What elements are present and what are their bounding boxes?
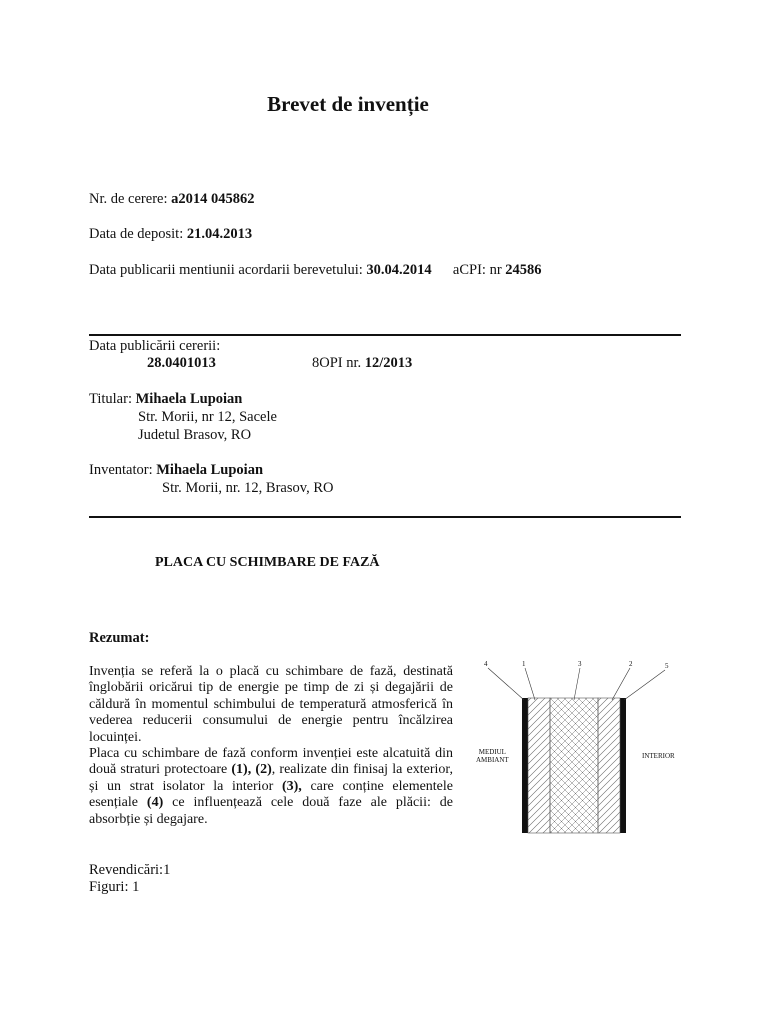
inventator-address: Str. Morii, nr. 12, Brasov, RO	[162, 480, 334, 496]
figure-label-ambient: MEDIUL AMBIANT	[476, 748, 509, 764]
figure-label-4: 4	[484, 660, 488, 668]
insulating-core	[550, 698, 598, 833]
inventator-line	[89, 462, 263, 479]
outer-layer-left	[522, 698, 528, 833]
revendicari: Revendicări:1	[89, 862, 171, 878]
data-publicarii-line	[89, 262, 542, 279]
rezumat-paragraph-2: Placa cu schimbare de fază conform invenției este alcatuită din două straturi protectoare (1), (2), realizate din finisaj la exterior, și un strat isolator la interior (3), care conține elementele esențiale (4) ce influențează cele două faze ale plăcii: de absorbție și degajare.	[89, 746, 454, 827]
figure-label-1: 1	[522, 660, 526, 668]
bopi-label: 8OPI nr.	[312, 355, 365, 371]
acpi-value: 24586	[505, 262, 542, 278]
figure-label-3: 3	[578, 660, 582, 668]
titular-address-1: Str. Morii, nr 12, Sacele	[138, 409, 277, 425]
separator-top	[89, 334, 681, 336]
separator-bottom	[89, 516, 681, 518]
figuri: Figuri: 1	[89, 879, 140, 895]
publicare-label: Data publicării cererii:	[89, 338, 221, 354]
invention-title: PLACA CU SCHIMBARE DE FAZĂ	[155, 555, 380, 570]
nr-cerere-line	[89, 191, 255, 208]
outer-layer-right	[620, 698, 626, 833]
figure-label-2: 2	[629, 660, 633, 668]
titular-label: Titular:	[89, 391, 136, 407]
data-depozit-label: Data de deposit:	[89, 226, 187, 242]
bopi-value: 12/2013	[364, 355, 413, 371]
nr-cerere-label: Nr. de cerere:	[89, 191, 172, 207]
inventator-name: Mihaela Lupoian	[156, 462, 264, 478]
data-publicarii-value: 30.04.2014	[366, 262, 432, 278]
plate-diagram	[460, 650, 700, 840]
titular-address-2: Judetul Brasov, RO	[138, 427, 252, 443]
bopi-line	[312, 355, 412, 372]
titular-line	[89, 391, 242, 408]
rezumat-paragraph-1: Invenția se referă la o placă cu schimbare de fază, destinată înglobării oricărui tip de energie pe timp de zi și degajării de căldură în momentul schimbului de temperatură atmosferică în vederea reducerii consumului de energie pentru încălzirea locuinței.	[89, 664, 453, 745]
leader-4	[488, 668, 524, 700]
acpi-label: aCPI: nr	[452, 262, 506, 278]
data-publicarii-label: Data publicarii mentiunii acordarii berevetului:	[89, 262, 367, 278]
figure-label-5: 5	[665, 662, 669, 670]
figure-label-interior: INTERIOR	[642, 752, 675, 760]
protective-layer-1	[528, 698, 550, 833]
protective-layer-2	[598, 698, 620, 833]
inventator-label: Inventator:	[89, 462, 157, 478]
leader-3	[574, 668, 580, 700]
titular-name: Mihaela Lupoian	[135, 391, 243, 407]
data-depozit-value: 21.04.2013	[186, 226, 253, 242]
nr-cerere-value: a2014 045862	[171, 191, 255, 207]
leader-2	[612, 668, 630, 700]
rezumat-body	[89, 664, 453, 828]
data-depozit-line	[89, 226, 252, 243]
leader-1	[525, 668, 535, 700]
document-title: Brevet de invenție	[267, 92, 429, 116]
rezumat-heading: Rezumat:	[89, 630, 150, 646]
publicare-date: 28.0401013	[147, 355, 216, 371]
leader-5	[624, 670, 665, 700]
